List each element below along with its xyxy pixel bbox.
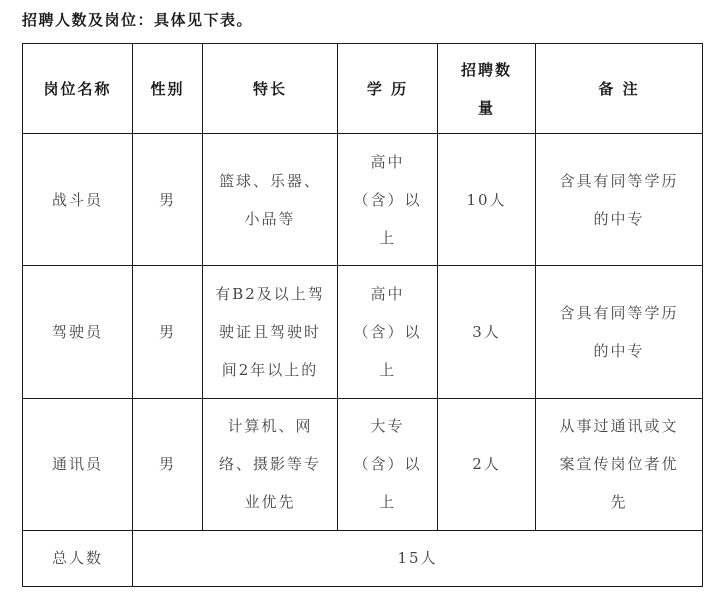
cell-education xyxy=(338,134,438,266)
cell-education xyxy=(338,266,438,398)
header-count xyxy=(438,44,536,134)
table-row xyxy=(23,398,703,530)
cell-skills-line: 计算机、网 xyxy=(227,417,313,436)
cell-education-line: （含）以 xyxy=(353,455,422,474)
cell-count: 2人 xyxy=(438,398,536,530)
header-count-line1: 招聘数 xyxy=(460,60,512,79)
cell-count: 10人 xyxy=(438,134,536,266)
cell-skills-line: 驶证且驾驶时 xyxy=(218,323,321,341)
cell-position: 战斗员 xyxy=(23,134,133,266)
header-count-line2: 量 xyxy=(477,98,495,117)
cell-education-line: 上 xyxy=(378,493,396,512)
cell-education-line: 上 xyxy=(378,361,396,379)
cell-education xyxy=(338,398,438,530)
cell-gender: 男 xyxy=(133,266,203,398)
cell-notes-line: 含具有同等学历 xyxy=(559,304,679,322)
cell-position: 通讯员 xyxy=(23,398,133,530)
total-row xyxy=(23,530,703,586)
cell-education-line: （含）以 xyxy=(353,323,422,341)
cell-skills xyxy=(203,398,338,530)
header-gender: 性别 xyxy=(133,44,203,134)
cell-position: 驾驶员 xyxy=(23,266,133,398)
cell-notes-line: 先 xyxy=(610,493,628,512)
header-notes: 备 注 xyxy=(536,44,703,134)
cell-notes-line: 的中专 xyxy=(593,342,645,360)
cell-skills-line: 小品等 xyxy=(244,209,296,228)
header-position: 岗位名称 xyxy=(23,44,133,134)
cell-skills-line: 间2年以上的 xyxy=(221,361,319,379)
cell-skills xyxy=(203,266,338,398)
header-skills: 特长 xyxy=(203,44,338,134)
total-value: 15人 xyxy=(133,530,703,586)
cell-education-line: 高中 xyxy=(370,152,405,171)
cell-notes-line: 的中专 xyxy=(593,209,645,228)
cell-count: 3人 xyxy=(438,266,536,398)
page-heading: 招聘人数及岗位：具体见下表。 xyxy=(22,11,254,29)
total-label: 总人数 xyxy=(23,530,133,586)
recruitment-table xyxy=(22,43,703,587)
cell-education-line: （含）以 xyxy=(353,190,422,209)
header-education: 学 历 xyxy=(338,44,438,134)
cell-notes xyxy=(536,398,703,530)
cell-notes xyxy=(536,266,703,398)
cell-skills-line: 篮球、乐器、 xyxy=(218,171,321,190)
cell-skills-line: 业优先 xyxy=(244,493,296,512)
cell-education-line: 高中 xyxy=(370,285,405,303)
cell-education-line: 上 xyxy=(378,228,396,247)
cell-notes-line: 含具有同等学历 xyxy=(559,171,679,190)
cell-education-line: 大专 xyxy=(370,417,405,436)
cell-skills-line: 有B2及以上驾 xyxy=(215,285,325,303)
table-row xyxy=(23,134,703,266)
cell-gender: 男 xyxy=(133,398,203,530)
cell-skills-line: 络、摄影等专 xyxy=(218,455,321,474)
cell-notes-line: 从事过通讯或文 xyxy=(559,417,679,436)
cell-notes-line: 案宣传岗位者优 xyxy=(559,455,679,474)
cell-gender: 男 xyxy=(133,134,203,266)
table-row xyxy=(23,266,703,398)
table-header-row xyxy=(23,44,703,134)
cell-notes xyxy=(536,134,703,266)
cell-skills xyxy=(203,134,338,266)
